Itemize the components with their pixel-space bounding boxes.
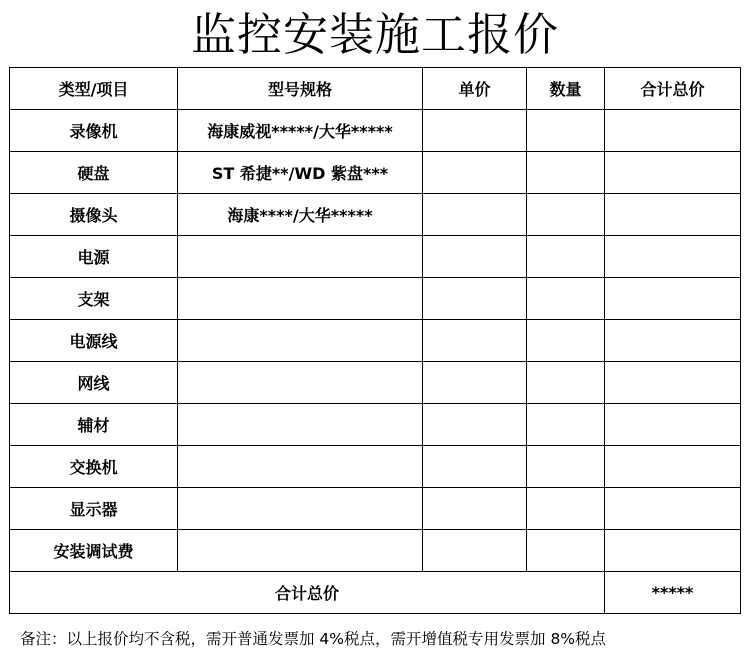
table-row [10,152,741,194]
cell-unit-price [423,152,527,194]
table-row [10,488,741,530]
cell-unit-price [423,530,527,572]
cell-total [605,362,741,404]
table-row [10,362,741,404]
cell-item: 硬盘 [10,152,178,194]
cell-spec [178,320,423,362]
total-row [10,572,741,614]
cell-total [605,404,741,446]
column-header-item: 类型/项目 [10,68,178,110]
cell-item: 摄像头 [10,194,178,236]
cell-spec: 海康威视*****/大华***** [178,110,423,152]
cell-quantity [527,530,605,572]
table-row [10,320,741,362]
total-value: ***** [605,572,741,614]
cell-quantity [527,362,605,404]
cell-unit-price [423,488,527,530]
cell-unit-price [423,320,527,362]
cell-item: 辅材 [10,404,178,446]
total-label: 合计总价 [10,572,605,614]
cell-total [605,236,741,278]
cell-unit-price [423,446,527,488]
table-row [10,530,741,572]
cell-total [605,488,741,530]
cell-unit-price [423,236,527,278]
cell-spec [178,278,423,320]
cell-total [605,320,741,362]
cell-total [605,194,741,236]
cell-total [605,446,741,488]
cell-quantity [527,320,605,362]
footnote: 备注：以上报价均不含税，需开普通发票加 4%税点，需开增值税专用发票加 8%税点 [20,630,607,648]
table-row [10,404,741,446]
cell-total [605,152,741,194]
cell-total [605,110,741,152]
table-row [10,278,741,320]
table-row [10,446,741,488]
table-row [10,194,741,236]
cell-quantity [527,446,605,488]
cell-spec [178,530,423,572]
quote-table [9,67,741,614]
cell-quantity [527,404,605,446]
cell-quantity [527,194,605,236]
cell-quantity [527,278,605,320]
cell-unit-price [423,404,527,446]
cell-item: 安装调试费 [10,530,178,572]
cell-spec [178,404,423,446]
cell-quantity [527,236,605,278]
cell-item: 电源 [10,236,178,278]
table-row [10,110,741,152]
cell-total [605,278,741,320]
table-row [10,236,741,278]
cell-quantity [527,152,605,194]
column-header-total: 合计总价 [605,68,741,110]
cell-item: 交换机 [10,446,178,488]
table-header-row [10,68,741,110]
page-title: 监控安装施工报价 [190,8,559,61]
cell-item: 录像机 [10,110,178,152]
cell-item: 网线 [10,362,178,404]
column-header-quantity: 数量 [527,68,605,110]
cell-unit-price [423,362,527,404]
cell-spec: 海康****/大华***** [178,194,423,236]
cell-item: 电源线 [10,320,178,362]
cell-unit-price [423,194,527,236]
cell-quantity [527,110,605,152]
cell-spec: ST 希捷**/WD 紫盘*** [178,152,423,194]
cell-spec [178,236,423,278]
cell-spec [178,488,423,530]
cell-item: 支架 [10,278,178,320]
cell-unit-price [423,110,527,152]
cell-item: 显示器 [10,488,178,530]
cell-unit-price [423,278,527,320]
column-header-unit-price: 单价 [423,68,527,110]
cell-total [605,530,741,572]
table-body [10,110,741,572]
column-header-spec: 型号规格 [178,68,423,110]
cell-quantity [527,488,605,530]
cell-spec [178,446,423,488]
cell-spec [178,362,423,404]
